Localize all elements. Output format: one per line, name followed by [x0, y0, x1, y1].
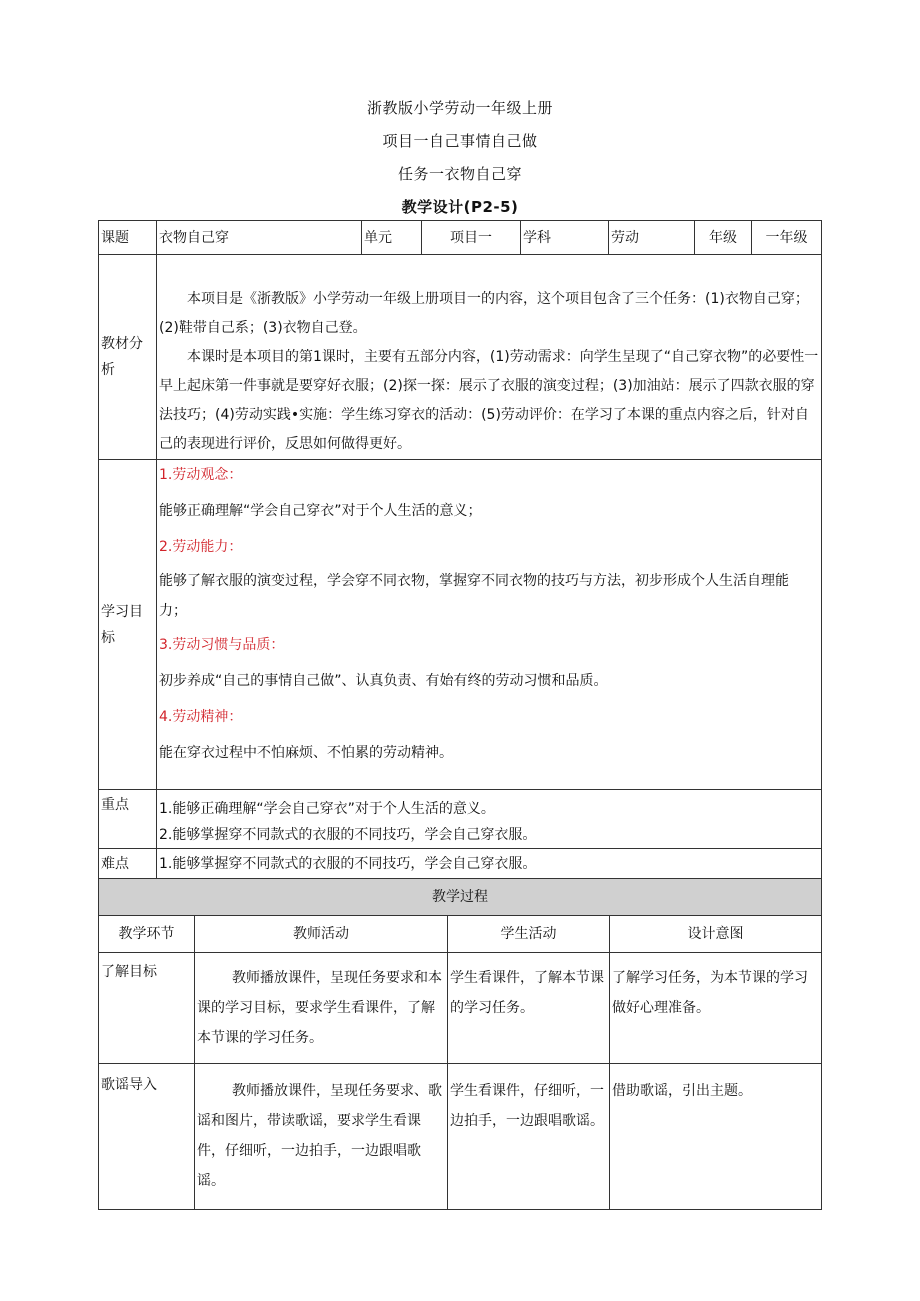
header-student: 学生活动: [448, 916, 610, 953]
process-header-row: [99, 916, 822, 953]
goal-heading-3: 3.劳动习惯与品质：: [159, 637, 285, 653]
goal-text-3: 初步养成“自己的事情自己做”、认真负责、有始有终的劳动习惯和品质。: [159, 673, 608, 689]
goals-row: [99, 460, 822, 790]
topic-label: 课题: [99, 221, 157, 255]
key-points-row: [99, 790, 822, 849]
goals-content: [157, 460, 822, 790]
key-point-1: 1.能够正确理解“学会自己穿衣”对于个人生活的意义。: [159, 801, 495, 817]
key-points-label: 重点: [99, 790, 157, 849]
stage-cell: 歌谣导入: [99, 1064, 195, 1210]
analysis-row: [99, 255, 822, 460]
analysis-label: 教材分析: [99, 255, 157, 460]
topic-value: 衣物自己穿: [157, 221, 362, 255]
title-line-4: 教学设计(P2-5): [401, 198, 519, 216]
process-title: 教学过程: [99, 879, 822, 916]
analysis-paragraph-1: 本项目是《浙教版》小学劳动一年级上册项目一的内容，这个项目包含了三个任务：(1)衣物自己穿；(2)鞋带自己系；(3)衣物自己登。: [159, 291, 809, 336]
subject-label: 学科: [521, 221, 609, 255]
title-line-2: 项目一自己事情自己做: [382, 132, 538, 150]
key-point-2: 2.能够掌握穿不同款式的衣服的不同技巧，学会自己穿衣服。: [159, 827, 537, 843]
goal-heading-2: 2.劳动能力：: [159, 539, 243, 555]
goals-label: 学习目标: [99, 460, 157, 790]
analysis-content: [157, 255, 822, 460]
header-teacher: 教师活动: [195, 916, 448, 953]
student-cell: 学生看课件，仔细听，一边拍手，一边跟唱歌谣。: [448, 1064, 610, 1210]
title-line-1: 浙教版小学劳动一年级上册: [366, 99, 553, 117]
lesson-info-table: [98, 220, 822, 879]
analysis-paragraph-2: 本课时是本项目的第1课时，主要有五部分内容，(1)劳动需求：向学生呈现了“自己穿衣物”的必要性一早上起床第一件事就是要穿好衣服；(2)探一探：展示了衣服的演变过程；(3)加油站：展示了四款衣服的穿法技巧；(4)劳动实践•实施：学生练习穿衣的活动：(5)劳动评价：在学习了本课的重点内容之后，针对自己的表现进行评价，反思如何做得更好。: [159, 349, 819, 452]
intent-cell: 借助歌谣，引出主题。: [610, 1064, 822, 1210]
key-points-content: [157, 790, 822, 849]
difficulty-label: 难点: [99, 849, 157, 879]
document-title-block: [0, 92, 920, 224]
header-stage: 教学环节: [99, 916, 195, 953]
goal-heading-4: 4.劳动精神：: [159, 709, 243, 725]
subject-value: 劳动: [609, 221, 695, 255]
intent-cell: 了解学习任务，为本节课的学习做好心理准备。: [610, 953, 822, 1064]
teacher-cell: 教师播放课件，呈现任务要求和本课的学习目标，要求学生看课件，了解本节课的学习任务。: [195, 953, 448, 1064]
goal-heading-1: 1.劳动观念：: [159, 467, 243, 483]
teaching-process-table: [98, 878, 822, 1210]
header-intent: 设计意图: [610, 916, 822, 953]
stage-cell: 了解目标: [99, 953, 195, 1064]
grade-value: 一年级: [752, 221, 822, 255]
title-line-3: 任务一衣物自己穿: [397, 165, 522, 183]
student-cell: 学生看课件，了解本节课的学习任务。: [448, 953, 610, 1064]
difficulty-content: 1.能够掌握穿不同款式的衣服的不同技巧，学会自己穿衣服。: [157, 849, 822, 879]
unit-label: 单元: [362, 221, 422, 255]
grade-label: 年级: [695, 221, 752, 255]
process-row-2: [99, 1064, 822, 1210]
process-title-row: [99, 879, 822, 916]
teacher-cell: 教师播放课件，呈现任务要求、歌谣和图片，带读歌谣，要求学生看课件，仔细听，一边拍手，一边跟唱歌谣。: [195, 1064, 448, 1210]
process-row-1: [99, 953, 822, 1064]
goal-text-4: 能在穿衣过程中不怕麻烦、不怕累的劳动精神。: [159, 745, 453, 761]
unit-value: 项目一: [422, 221, 521, 255]
goal-text-2: 能够了解衣服的演变过程，学会穿不同衣物，掌握穿不同衣物的技巧与方法，初步形成个人生活自理能力；: [159, 573, 789, 619]
info-row: [99, 221, 822, 255]
difficulty-row: [99, 849, 822, 879]
goal-text-1: 能够正确理解“学会自己穿衣”对于个人生活的意义；: [159, 503, 482, 519]
